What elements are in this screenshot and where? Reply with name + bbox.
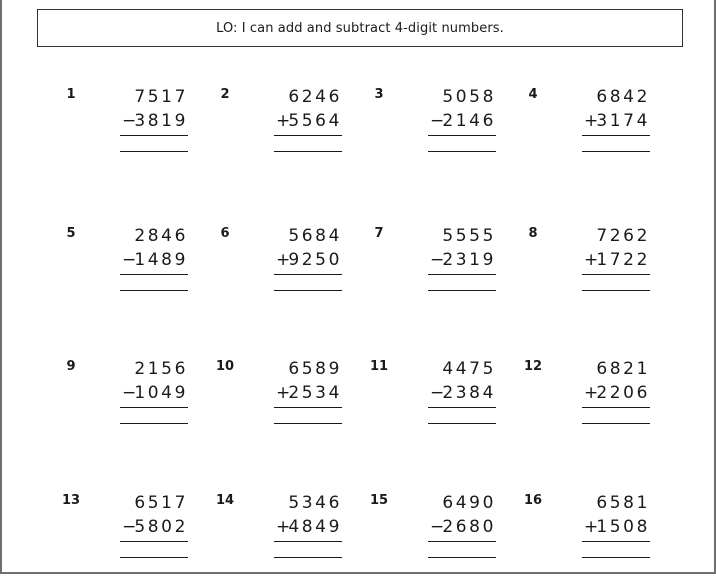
- bottom-operand: 3174: [596, 111, 650, 131]
- top-operand: 6821: [596, 359, 650, 379]
- operator-sign: −: [430, 517, 445, 537]
- bottom-operand: 2534: [288, 383, 342, 403]
- top-operand: 4475: [442, 359, 496, 379]
- top-operand: 5346: [288, 493, 342, 513]
- top-operand: 2156: [134, 359, 188, 379]
- answer-line[interactable]: [274, 151, 342, 152]
- operation-row: [274, 383, 342, 408]
- bottom-operand: 2319: [442, 250, 496, 270]
- bottom-operand: 2384: [442, 383, 496, 403]
- top-operand: 6246: [288, 87, 342, 107]
- operation-row: [428, 250, 496, 275]
- operator-sign: +: [276, 250, 291, 270]
- operation-row: [274, 250, 342, 275]
- operation-row: [582, 250, 650, 275]
- answer-line[interactable]: [428, 423, 496, 424]
- problem-9: [58, 359, 188, 449]
- operator-sign: +: [276, 111, 291, 131]
- operation-row: [120, 111, 188, 136]
- answer-line[interactable]: [428, 290, 496, 291]
- answer-line[interactable]: [120, 290, 188, 291]
- problem-14: [212, 493, 342, 583]
- answer-line[interactable]: [274, 290, 342, 291]
- problem-number: 10: [215, 359, 235, 374]
- operation-row: [428, 517, 496, 542]
- answer-line[interactable]: [274, 557, 342, 558]
- top-operand: 5058: [442, 87, 496, 107]
- bottom-operand: 2680: [442, 517, 496, 537]
- problem-10: [212, 359, 342, 449]
- operator-sign: −: [122, 517, 137, 537]
- problem-16: [520, 493, 650, 583]
- operation-row: [120, 517, 188, 542]
- operator-sign: +: [584, 111, 599, 131]
- learning-objective-text: LO: I can add and subtract 4-digit numbers.: [216, 20, 504, 36]
- operator-sign: +: [584, 517, 599, 537]
- problem-2: [212, 87, 342, 177]
- problem-number: 11: [369, 359, 389, 374]
- answer-line[interactable]: [582, 151, 650, 152]
- operation-row: [582, 111, 650, 136]
- problem-13: [58, 493, 188, 583]
- problem-number: 16: [523, 493, 543, 508]
- bottom-operand: 9250: [288, 250, 342, 270]
- problem-3: [366, 87, 496, 177]
- bottom-operand: 1508: [596, 517, 650, 537]
- bottom-operand: 1489: [134, 250, 188, 270]
- operation-row: [582, 383, 650, 408]
- bottom-operand: 5802: [134, 517, 188, 537]
- operation-row: [428, 383, 496, 408]
- operation-row: [428, 111, 496, 136]
- answer-line[interactable]: [120, 423, 188, 424]
- operator-sign: +: [276, 517, 291, 537]
- operator-sign: +: [276, 383, 291, 403]
- bottom-operand: 4849: [288, 517, 342, 537]
- problem-number: 12: [523, 359, 543, 374]
- problem-5: [58, 226, 188, 316]
- problem-15: [366, 493, 496, 583]
- operation-row: [120, 250, 188, 275]
- answer-line[interactable]: [428, 151, 496, 152]
- top-operand: 6517: [134, 493, 188, 513]
- problem-number: 3: [374, 87, 384, 102]
- operator-sign: −: [122, 250, 137, 270]
- problem-number: 1: [66, 87, 76, 102]
- operator-sign: −: [430, 250, 445, 270]
- operator-sign: −: [430, 383, 445, 403]
- problem-number: 4: [528, 87, 538, 102]
- top-operand: 5684: [288, 226, 342, 246]
- operator-sign: −: [430, 111, 445, 131]
- operator-sign: +: [584, 383, 599, 403]
- problem-number: 15: [369, 493, 389, 508]
- answer-line[interactable]: [428, 557, 496, 558]
- answer-line[interactable]: [120, 557, 188, 558]
- top-operand: 6581: [596, 493, 650, 513]
- problem-number: 14: [215, 493, 235, 508]
- problem-number: 7: [374, 226, 384, 241]
- operation-row: [274, 517, 342, 542]
- top-operand: 6490: [442, 493, 496, 513]
- problem-8: [520, 226, 650, 316]
- answer-line[interactable]: [582, 290, 650, 291]
- top-operand: 7517: [134, 87, 188, 107]
- problem-4: [520, 87, 650, 177]
- operator-sign: +: [584, 250, 599, 270]
- bottom-operand: 2146: [442, 111, 496, 131]
- problem-12: [520, 359, 650, 449]
- operator-sign: −: [122, 383, 137, 403]
- problem-6: [212, 226, 342, 316]
- top-operand: 5555: [442, 226, 496, 246]
- answer-line[interactable]: [120, 151, 188, 152]
- operation-row: [274, 111, 342, 136]
- problem-number: 8: [528, 226, 538, 241]
- problem-1: [58, 87, 188, 177]
- bottom-operand: 1049: [134, 383, 188, 403]
- bottom-operand: 3819: [134, 111, 188, 131]
- answer-line[interactable]: [582, 423, 650, 424]
- operator-sign: −: [122, 111, 137, 131]
- answer-line[interactable]: [582, 557, 650, 558]
- problem-number: 6: [220, 226, 230, 241]
- top-operand: 6589: [288, 359, 342, 379]
- operation-row: [582, 517, 650, 542]
- problem-number: 5: [66, 226, 76, 241]
- bottom-operand: 5564: [288, 111, 342, 131]
- problem-number: 2: [220, 87, 230, 102]
- learning-objective-box: [37, 9, 683, 47]
- answer-line[interactable]: [274, 423, 342, 424]
- problem-number: 9: [66, 359, 76, 374]
- problem-7: [366, 226, 496, 316]
- top-operand: 6842: [596, 87, 650, 107]
- top-operand: 7262: [596, 226, 650, 246]
- problem-number: 13: [61, 493, 81, 508]
- problem-11: [366, 359, 496, 449]
- operation-row: [120, 383, 188, 408]
- top-operand: 2846: [134, 226, 188, 246]
- bottom-operand: 1722: [596, 250, 650, 270]
- bottom-operand: 2206: [596, 383, 650, 403]
